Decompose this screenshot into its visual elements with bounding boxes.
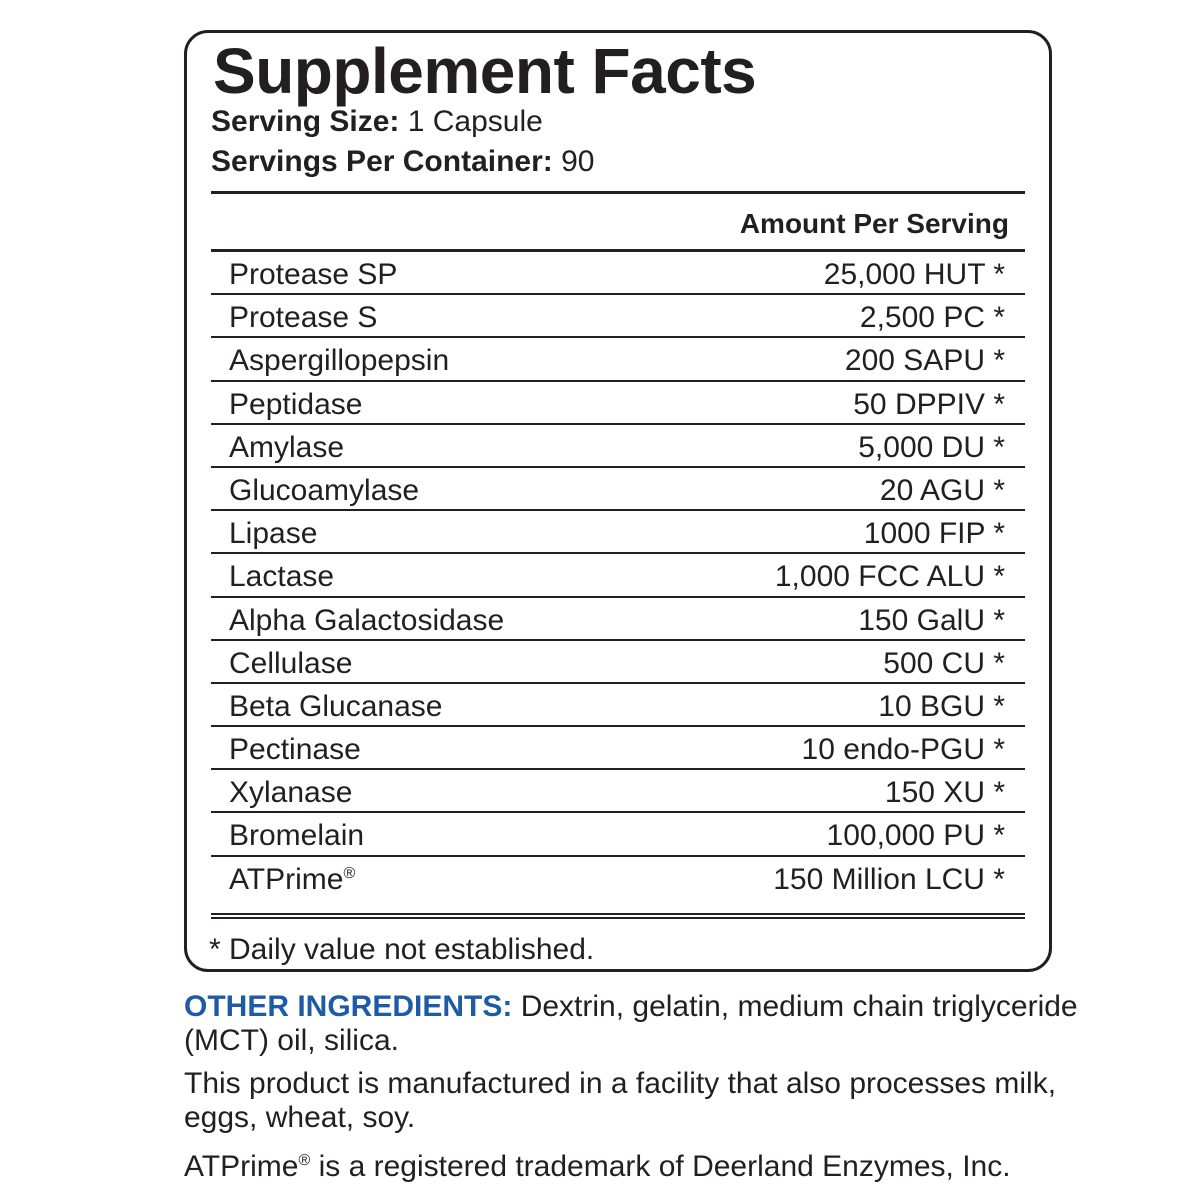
ingredient-amount: 150 XU * [884, 776, 1005, 810]
ingredient-amount: 100,000 PU * [826, 819, 1005, 853]
other-ingredients-text: Dextrin, gelatin, medium chain triglyceride (MCT) oil, silica. [184, 990, 1078, 1057]
ingredient-name: Alpha Galactosidase [229, 603, 505, 637]
table-row [211, 252, 1025, 295]
ingredient-amount: 150 Million LCU * [773, 862, 1005, 896]
registered-mark: ® [298, 1152, 311, 1169]
serving-size-value: 1 Capsule [407, 105, 543, 138]
facility-note: This product is manufactured in a facility that also processes milk, eggs, wheat, soy. [184, 1067, 1057, 1134]
ingredient-amount: 1000 FIP * [863, 517, 1005, 551]
trademark-note [184, 1150, 1104, 1184]
servings-per-container-value: 90 [561, 145, 595, 178]
servings-per-container [211, 145, 594, 179]
ingredient-amount: 10 endo-PGU * [801, 733, 1005, 767]
daily-value-footnote: * Daily value not established. [209, 933, 595, 966]
table-row [211, 598, 1025, 641]
table-row [211, 425, 1025, 468]
other-ingredients-label: OTHER INGREDIENTS: [184, 990, 513, 1023]
table-row [211, 382, 1025, 425]
ingredient-name: Bromelain [229, 819, 365, 853]
table-row [211, 857, 1025, 900]
ingredient-name: Pectinase [229, 733, 361, 767]
ingredient-brand: ATPrime [229, 862, 344, 896]
ingredient-amount: 500 CU * [883, 646, 1005, 680]
table-row [211, 295, 1025, 338]
supplement-facts-panel [184, 30, 1052, 972]
trademark-brand: ATPrime [184, 1150, 299, 1183]
table-row [211, 727, 1025, 770]
ingredient-amount: 50 DPPIV * [853, 387, 1005, 421]
table-row [211, 468, 1025, 511]
ingredient-name: Protease SP [229, 258, 398, 291]
ingredient-name: Aspergillopepsin [229, 344, 450, 378]
panel-title: Supplement Facts [213, 35, 757, 107]
ingredient-amount: 1,000 FCC ALU * [774, 560, 1005, 594]
ingredient-name: Beta Glucanase [229, 689, 443, 723]
table-row [211, 338, 1025, 381]
table-row [211, 813, 1025, 856]
ingredient-name: Glucoamylase [229, 473, 420, 507]
ingredient-name [229, 863, 355, 897]
table-row [211, 770, 1025, 813]
ingredient-amount: 200 SAPU * [844, 344, 1005, 378]
ingredient-amount: 150 GalU * [858, 603, 1005, 637]
ingredient-name: Xylanase [229, 776, 353, 810]
ingredient-name: Amylase [229, 430, 345, 464]
trademark-text: is a registered trademark of Deerland Enzymes, Inc. [310, 1150, 1011, 1183]
ingredient-amount: 20 AGU * [879, 473, 1005, 507]
ingredient-name: Lipase [229, 517, 318, 551]
other-ingredients [184, 990, 1104, 1058]
table-row [211, 641, 1025, 684]
ingredient-name: Lactase [229, 560, 335, 594]
ingredient-name: Cellulase [229, 646, 353, 680]
ingredient-amount: 5,000 DU * [858, 430, 1005, 464]
ingredient-amount: 25,000 HUT * [823, 258, 1005, 291]
serving-size-label: Serving Size: [211, 105, 400, 138]
registered-mark: ® [343, 864, 356, 882]
divider-double [211, 913, 1025, 919]
table-row [211, 554, 1025, 597]
servings-per-container-label: Servings Per Container: [211, 145, 553, 178]
amount-per-serving-header: Amount Per Serving [739, 208, 1009, 239]
ingredient-amount: 2,500 PC * [859, 301, 1005, 335]
ingredient-amount: 10 BGU * [878, 689, 1005, 723]
ingredient-name: Peptidase [229, 387, 363, 421]
divider-top [211, 191, 1025, 194]
table-row [211, 684, 1025, 727]
ingredient-name: Protease S [229, 301, 378, 335]
table-row [211, 511, 1025, 554]
serving-size [211, 105, 543, 139]
facts-table [211, 252, 1025, 900]
